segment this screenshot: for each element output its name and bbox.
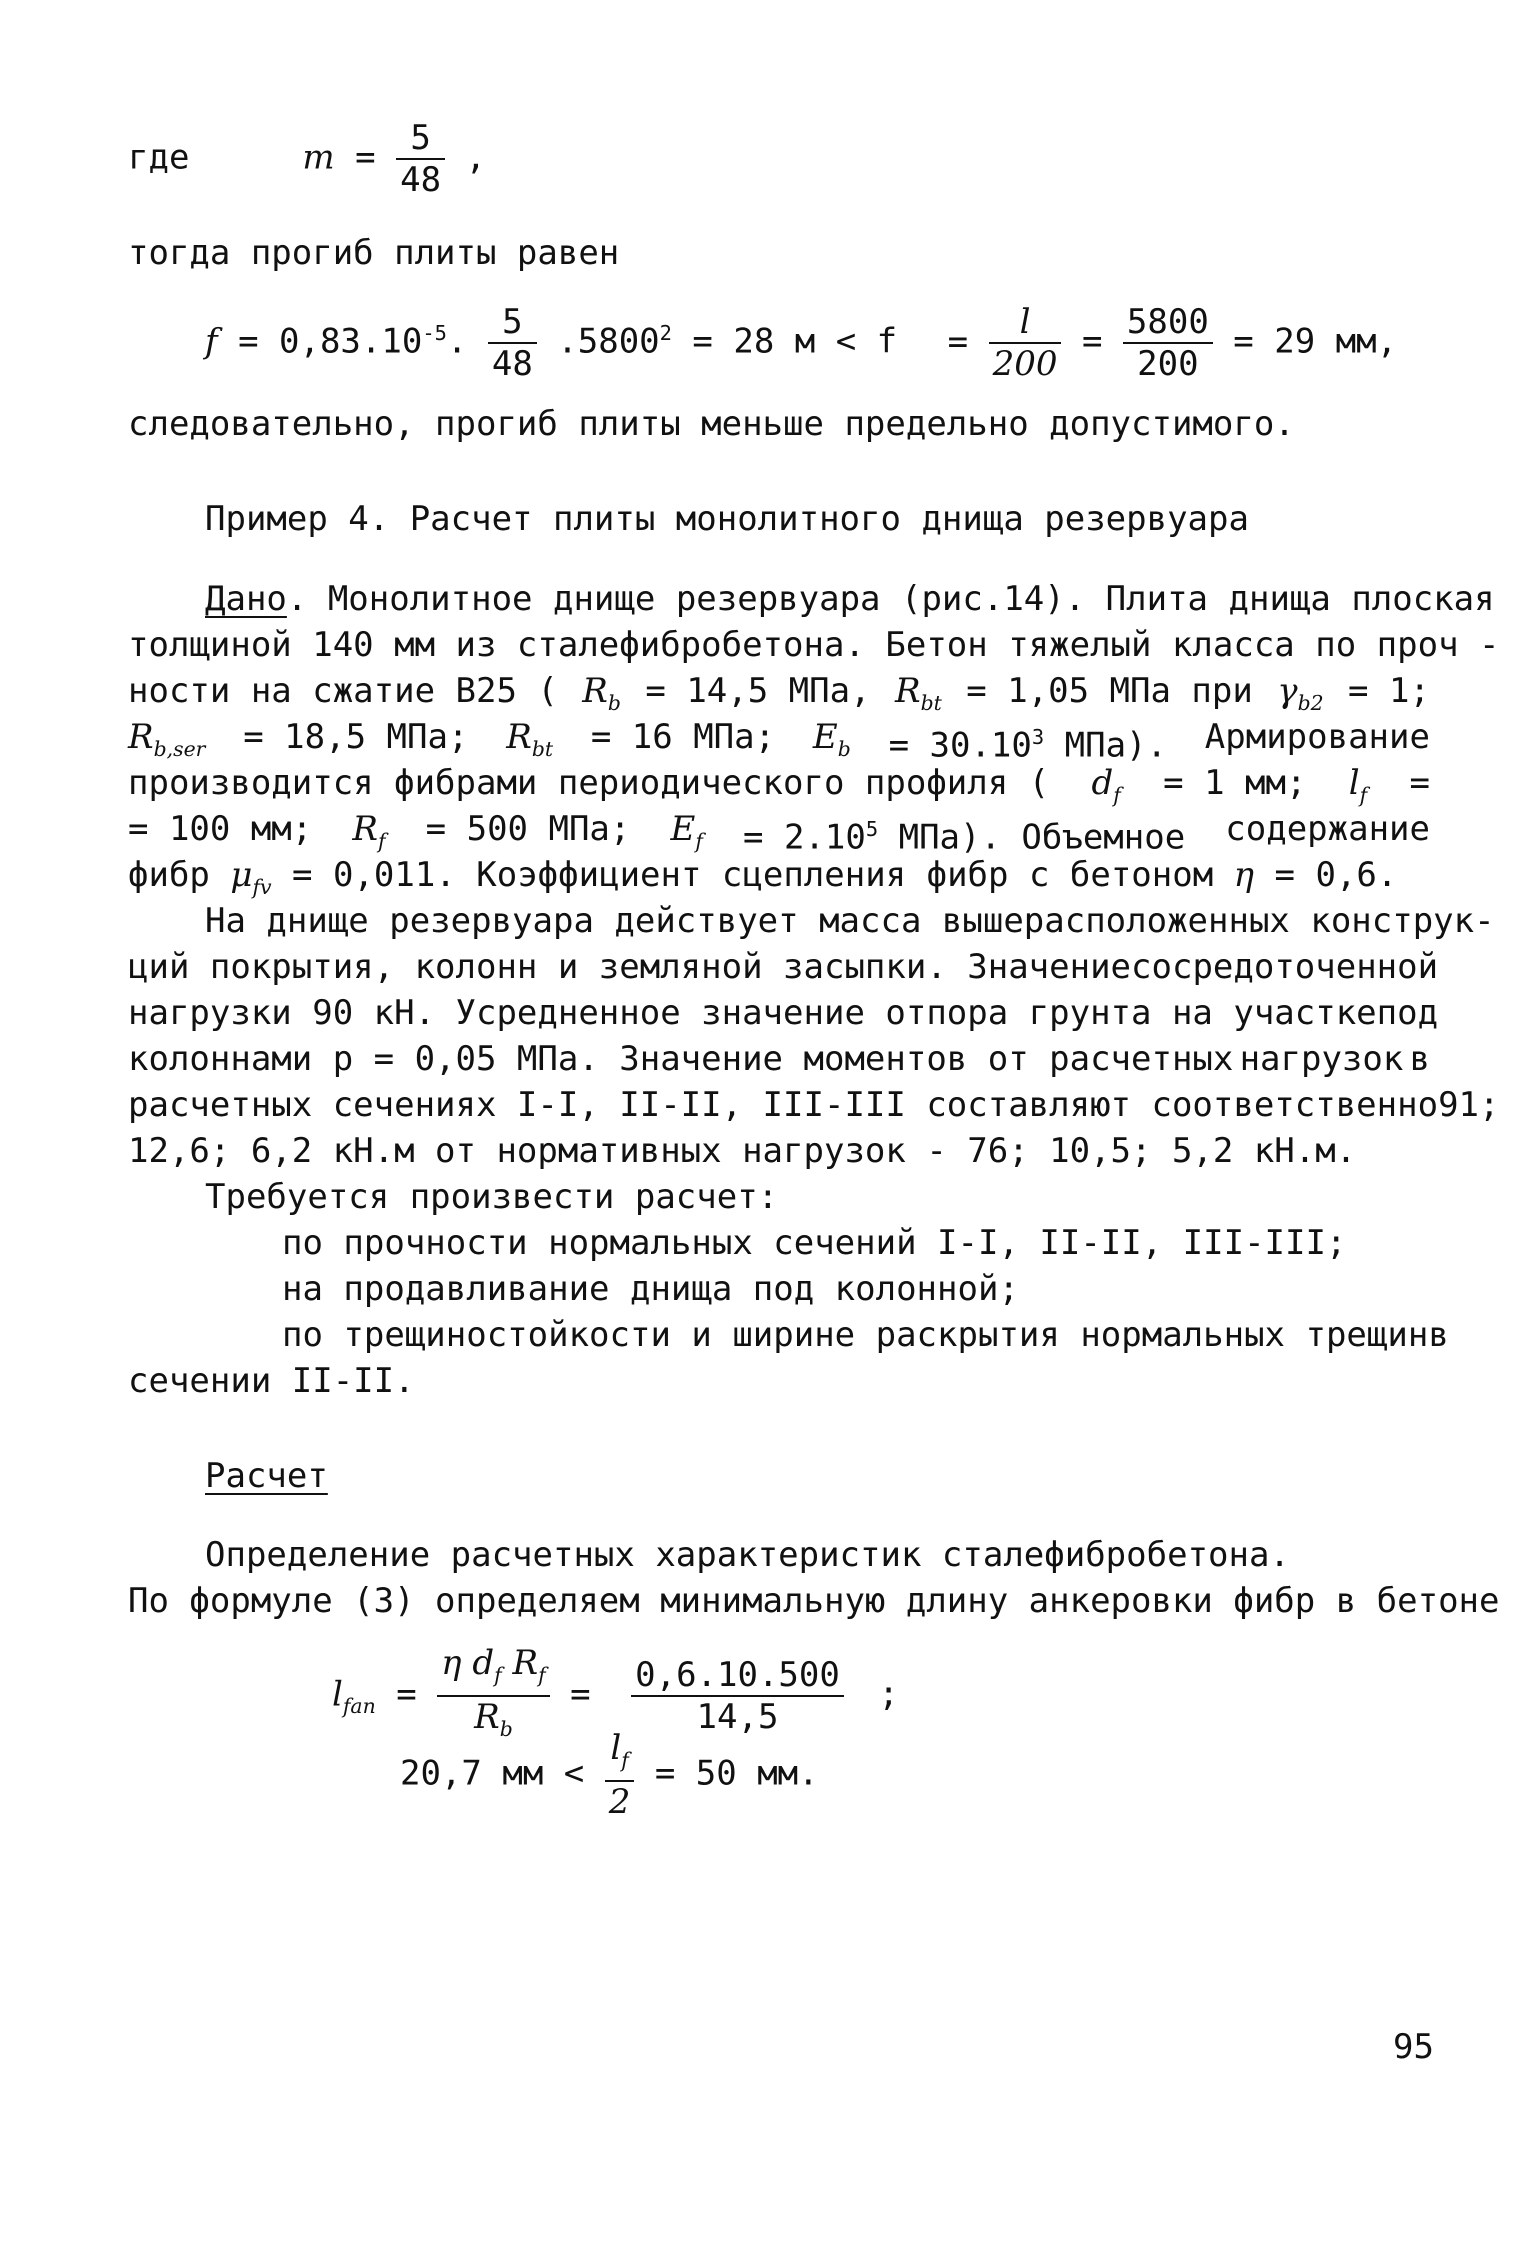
m-symbol: m [302,137,335,178]
calc-intro-1: Определение расчетных характеристик сталефибробетона. [205,1535,1290,1575]
required-item-3-cont: сечении II-II. [128,1361,415,1401]
given-line-3: ности на сжатие B25 ( $R_b$ = 14,5 МПа, $R_{bt}$ = 1,05 МПа при $\gamma_{b2}$ = 1; [128,671,1430,715]
required-item-3: по трещиностойкости и ширине раскрытия нормальных трещин в [282,1315,1449,1355]
given-line-2: толщиной 140 мм из сталефибробетона. Бетон тяжелый класса по проч - [128,625,1500,665]
conclusion-text: следовательно, прогиб плиты меньше предельно допустимого. [128,404,1295,444]
formula-check: 20,7 мм < $\frac{l_f}{2}$ = 50 мм. [400,1728,819,1822]
page-number: 95 [1393,2027,1434,2067]
required-intro: Требуется произвести расчет: [205,1177,779,1217]
given-line-7: фибр $\mu_{fv} = 0,011$. Коэффициент сцепления фибр с бетоном η = 0,6. [128,855,1398,899]
required-item-2: на продавливание днища под колонной; [282,1269,1019,1309]
formula-m: где m = $\frac{5}{48}$ , [128,118,487,200]
where-word: где [128,137,190,178]
calc-heading: Расчет [205,1456,328,1496]
intro-deflection: тогда прогиб плиты равен [128,233,620,273]
para2-line-4: колоннами р = 0,05 МПа. Значение моментов от расчетных нагрузок в [128,1039,1430,1079]
para2-line-1: На днище резервуара действует масса вышерасположенных конструк- [205,901,1495,941]
required-item-1: по прочности нормальных сечений I-I, II-II, III-III; [282,1223,1347,1263]
formula-anchorage-length: $l_{fan}$ = $\frac{\eta d_f R_f}{R_b}$ = $\frac{0,6.10.500}{14,5}$ ; [332,1643,899,1741]
calc-intro-2: По формуле (3) определяем минимальную длину анкеровки фибр в бетоне [128,1581,1500,1621]
given-line-5: производится фибрами периодического профиля ( $d_f$ = 1 мм; $l_f$ = [128,763,1430,807]
given-line-6: = 100 мм; $R_f$ = 500 МПа; $E_f$ = $2.10^5$ МПа). Объемное содержание [128,809,1430,858]
para2-line-3: нагрузки 90 кН. Усредненное значение отпора грунта на участке под [128,993,1439,1033]
para2-line-5: расчетных сечениях I-I, II-II, III-III составляют соответственно 91; [128,1085,1500,1125]
given-line-4: $R_{b,ser}$ = 18,5 МПа; $R_{bt}$ = 16 МПа; $E_b$ = $30.10^3$ МПа). Армирование [128,717,1430,766]
para2-line-6: 12,6; 6,2 кН.м от нормативных нагрузок - 76; 10,5; 5,2 кН.м. [128,1131,1357,1171]
example-heading: Пример 4. Расчет плиты монолитного днища резервуара [205,499,1249,539]
para2-line-2: ций покрытия, колонн и земляной засыпки. Значение сосредоточенной [128,947,1439,987]
formula-deflection: $f = 0,83.10^{-5}$. $\frac{5}{48}$ .5800$^2$ = 28 м < f = $\frac{l}{200}$ = $\frac{5800}{200}$ = 29 мм, [205,302,1398,384]
given-label: Дано [205,579,287,619]
m-fraction: $\frac{5}{48}$ [396,118,445,200]
given-line-1: Дано. Монолитное днище резервуара (рис.14). Плита днища плоская [205,579,1495,619]
